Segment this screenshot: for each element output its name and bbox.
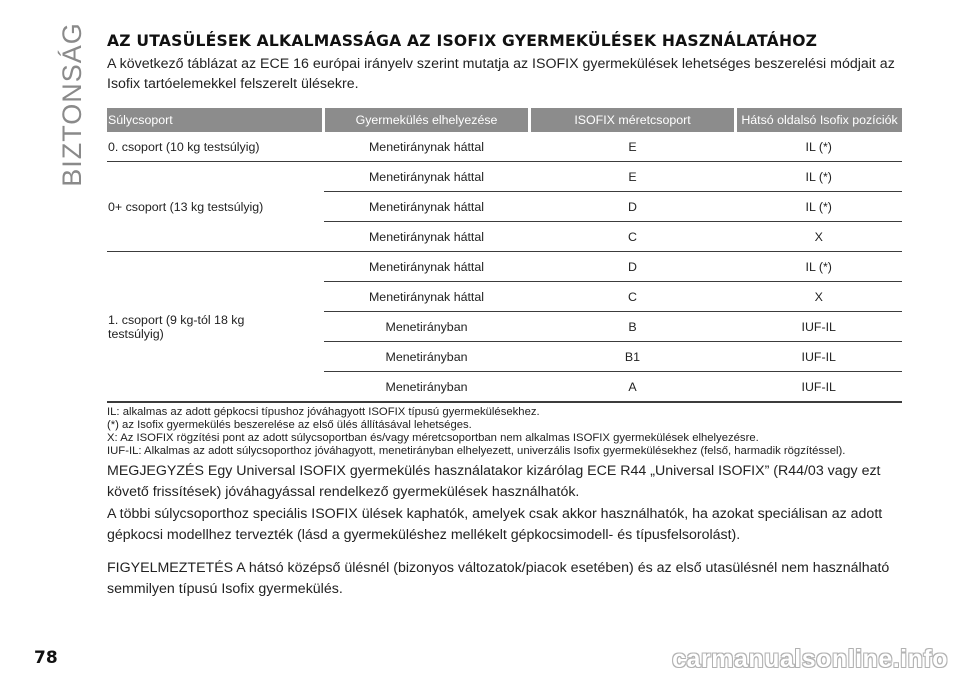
watermark-text: carmanualsonline.info: [672, 645, 948, 673]
seat-position-cell: Menetirányban: [324, 342, 530, 372]
table-row: [107, 252, 902, 282]
weight-group-label: 1. csoport (9 kg-tól 18 kg testsúlyig): [108, 312, 245, 341]
page-title: AZ UTASÜLÉSEK ALKALMASSÁGA AZ ISOFIX GYERMEKÜLÉSEK HASZNÁLATÁHOZ: [107, 32, 818, 50]
rear-position-cell: IUF-IL: [736, 372, 903, 403]
rear-position-cell: IL (*): [736, 252, 903, 282]
isofix-table: [107, 108, 902, 403]
column-header-seat-position: Gyermekülés elhelyezése: [324, 108, 530, 132]
table-header-row: [107, 108, 902, 132]
rear-position-cell: IL (*): [736, 162, 903, 192]
weight-group-cell: 0. csoport (10 kg testsúlyig): [107, 132, 324, 162]
weight-group-cell: 0+ csoport (13 kg testsúlyig): [107, 162, 324, 252]
size-class-cell: B1: [530, 342, 736, 372]
rear-position-cell: IL (*): [736, 192, 903, 222]
size-class-cell: C: [530, 282, 736, 312]
seat-position-cell: Menetiránynak háttal: [324, 282, 530, 312]
seat-position-cell: Menetirányban: [324, 312, 530, 342]
size-class-cell: A: [530, 372, 736, 403]
seat-position-cell: Menetiránynak háttal: [324, 222, 530, 252]
table-row: [107, 162, 902, 192]
weight-group-cell: [107, 252, 324, 403]
rear-position-cell: IL (*): [736, 132, 903, 162]
page-content: [107, 32, 902, 600]
seat-position-cell: Menetiránynak háttal: [324, 162, 530, 192]
rear-position-cell: IUF-IL: [736, 312, 903, 342]
size-class-cell: B: [530, 312, 736, 342]
page-number: 78: [34, 648, 58, 668]
size-class-cell: C: [530, 222, 736, 252]
footnote: X: Az ISOFIX rögzítési pont az adott súlycsoportban és/vagy méretcsoportban nem alkalmas ISOFIX gyermekülések elhelyezésre.: [107, 432, 759, 444]
seat-position-cell: Menetiránynak háttal: [324, 132, 530, 162]
rear-position-cell: X: [736, 222, 903, 252]
seat-position-cell: Menetirányban: [324, 372, 530, 403]
footnote: IUF-IL: Alkalmas az adott súlycsoporthoz jóváhagyott, menetirányban elhelyezett, univerzális Isofix gyermekülésekhez (felső, harmadik rögzítéssel).: [107, 445, 846, 457]
footnote: (*) az Isofix gyermekülés beszerelése az első ülés állításával lehetséges.: [107, 419, 472, 431]
column-header-rear-positions: Hátsó oldalsó Isofix pozíciók: [736, 108, 903, 132]
rear-position-cell: X: [736, 282, 903, 312]
table-row: [107, 132, 902, 162]
section-label: BIZTONSÁG: [56, 21, 87, 187]
section-side-tab: [52, 21, 92, 187]
size-class-cell: D: [530, 252, 736, 282]
column-header-weight-group: Súlycsoport: [107, 108, 324, 132]
note-paragraph: MEGJEGYZÉS Egy Universal ISOFIX gyermekülés használatakor kizárólag ECE R44 „Universal ISOFIX” (R44/03 vagy ezt követő frissítések) jóváhagyással rendelkező gyermekülések használhatók.: [107, 463, 881, 500]
body-paragraph: A többi súlycsoporthoz speciális ISOFIX ülések kaphatók, amelyek csak akkor használhatók, ha azokat speciálisan az adott gépkocsi modellhez tervezték (lásd a gyermeküléshez mellékelt gépkocsimodell- és típusfelsorolást).: [107, 506, 883, 543]
size-class-cell: E: [530, 162, 736, 192]
table-footnotes: [107, 406, 902, 458]
seat-position-cell: Menetiránynak háttal: [324, 192, 530, 222]
warning-paragraph: FIGYELMEZTETÉS A hátsó középső ülésnél (bizonyos változatok/piacok esetében) és az első utasülésnél nem használható semmilyen típusú Isofix gyermekülés.: [107, 560, 890, 597]
size-class-cell: E: [530, 132, 736, 162]
size-class-cell: D: [530, 192, 736, 222]
intro-paragraph: A következő táblázat az ECE 16 európai irányelv szerint mutatja az ISOFIX gyermekülések lehetséges beszerelési módjait az Isofix tartóelemekkel felszerelt ülésekre.: [107, 56, 895, 92]
rear-position-cell: IUF-IL: [736, 342, 903, 372]
footnote: IL: alkalmas az adott gépkocsi típushoz jóváhagyott ISOFIX típusú gyermekülésekhez.: [107, 406, 540, 418]
column-header-size-class: ISOFIX méretcsoport: [530, 108, 736, 132]
seat-position-cell: Menetiránynak háttal: [324, 252, 530, 282]
